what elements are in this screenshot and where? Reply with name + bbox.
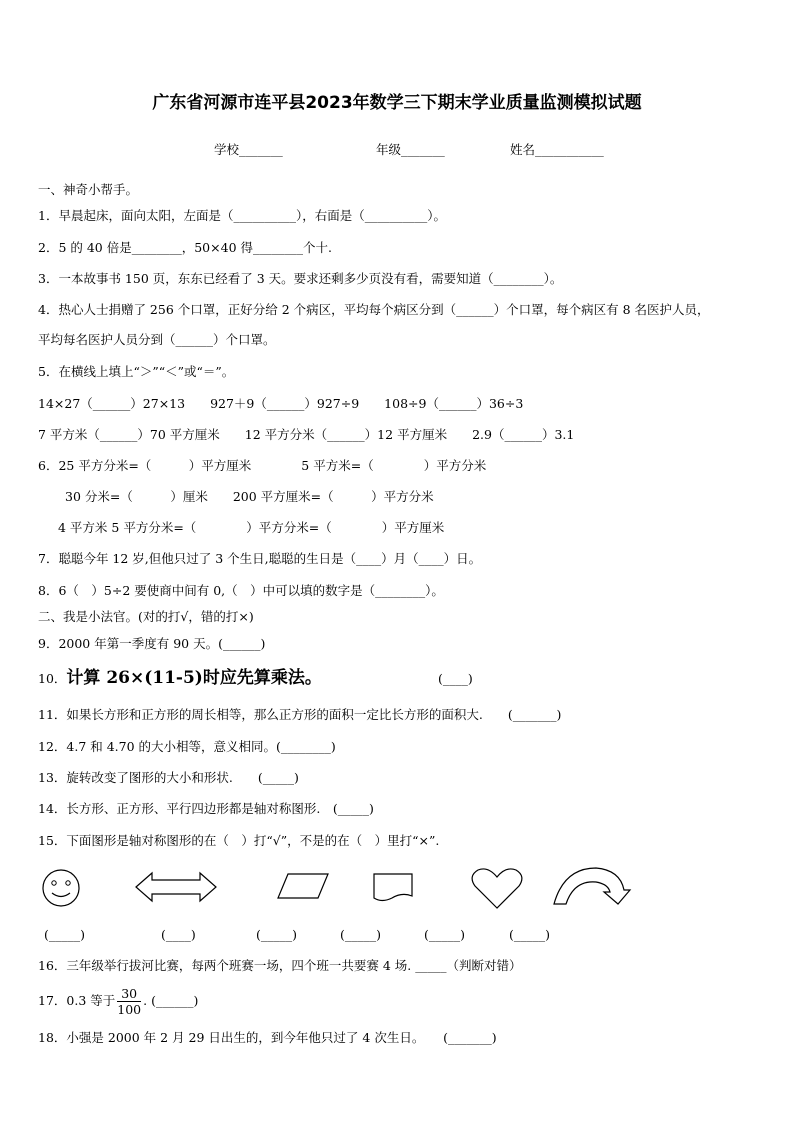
name-field[interactable]: 姓名___________ (510, 142, 604, 157)
q15-blank-3[interactable]: (_____) (256, 927, 298, 942)
question-15: 15．下面图形是轴对称图形的在（ ）打“√”，不是的在（ ）里打“×”. (38, 833, 440, 848)
smiley-face-icon (40, 868, 82, 908)
double-arrow-icon (134, 870, 218, 904)
q15-blank-6[interactable]: (_____) (509, 927, 551, 942)
question-6-row-2: 30 分米=（ ）厘米 200 平方厘米=（ ）平方分米 (65, 489, 434, 504)
grade-field[interactable]: 年级_______ (376, 142, 445, 157)
question-4-line-1: 4．热心人士捐赠了 256 个口罩，正好分给 2 个病区，平均每个病区分到（______）个口罩，每个病区有 8 名医护人员， (38, 302, 710, 317)
question-11: 11．如果长方形和正方形的周长相等，那么正方形的面积一定比长方形的面积大. (_______) (38, 707, 562, 722)
q15-blank-1[interactable]: (_____) (44, 927, 86, 942)
question-17-suffix: . (______) (143, 993, 199, 1008)
question-5-row-2: 7 平方米（______）70 平方厘米 12 平方分米（______）12 平方厘米 2.9（______）3.1 (38, 427, 575, 442)
question-10-number: 10． (38, 671, 67, 686)
school-field[interactable]: 学校_______ (214, 142, 283, 157)
question-13: 13．旋转改变了图形的大小和形状. (_____) (38, 770, 299, 785)
question-17-prefix: 17．0.3 等于 (38, 993, 116, 1008)
question-3: 3．一本故事书 150 页，东东已经看了 3 天。要求还剩多少页没有看，需要知道（________）。 (38, 271, 563, 286)
parallelogram-icon (276, 872, 330, 900)
page-title: 广东省河源市连平县2023年数学三下期末学业质量监测模拟试题 (152, 93, 642, 113)
question-10 (38, 670, 322, 687)
question-6-row-1: 6．25 平方分米=（ ）平方厘米 5 平方米=（ ）平方分米 (38, 458, 487, 473)
question-6-row-3: 4 平方米 5 平方分米=（ ）平方分米=（ ）平方厘米 (58, 520, 445, 535)
q15-blank-2[interactable]: (____) (161, 927, 196, 942)
heart-icon (470, 866, 524, 910)
question-5-row-1: 14×27（______）27×13 927＋9（______）927÷9 108÷9（______）36÷3 (38, 396, 524, 411)
question-4-line-2: 平均每名医护人员分到（______）个口罩。 (38, 332, 276, 347)
question-2: 2．5 的 40 倍是________，50×40 得________个十. (38, 240, 332, 255)
question-18: 18．小强是 2000 年 2 月 29 日出生的，到今年他只过了 4 次生日。 (_______) (38, 1030, 497, 1045)
question-14: 14．长方形、正方形、平行四边形都是轴对称图形. (_____) (38, 801, 374, 816)
question-1: 1．早晨起床，面向太阳，左面是（__________），右面是（__________）。 (38, 208, 446, 223)
question-10-text: 计算 26×(11-5)时应先算乘法。 (66, 668, 322, 688)
question-7: 7．聪聪今年 12 岁,但他只过了 3 个生日,聪聪的生日是（____）月（____）日。 (38, 551, 482, 566)
question-8: 8．6（ ）5÷2 要使商中间有 0,（ ）中可以填的数字是（________）。 (38, 583, 444, 598)
wavy-flag-icon (372, 872, 416, 904)
curved-arrow-icon (552, 864, 632, 906)
fraction (117, 986, 141, 1017)
question-9: 9．2000 年第一季度有 90 天。(______) (38, 636, 266, 651)
fraction-numerator: 30 (117, 986, 141, 1002)
question-17 (38, 985, 198, 1017)
fraction-denominator: 100 (117, 1002, 142, 1017)
section-heading-1: 一、神奇小帮手。 (38, 182, 139, 197)
section-heading-2: 二、我是小法官。(对的打√，错的打×) (38, 609, 254, 624)
question-16: 16．三年级举行拔河比赛，每两个班赛一场，四个班一共要赛 4 场. _____（判断对错） (38, 958, 522, 973)
q15-blank-4[interactable]: (_____) (340, 927, 382, 942)
question-12: 12．4.7 和 4.70 的大小相等，意义相同。(________) (38, 739, 336, 754)
question-5: 5．在横线上填上“＞”“＜”或“＝”。 (38, 364, 235, 379)
q15-blank-5[interactable]: (_____) (424, 927, 466, 942)
question-10-blank[interactable]: (____) (438, 671, 473, 686)
